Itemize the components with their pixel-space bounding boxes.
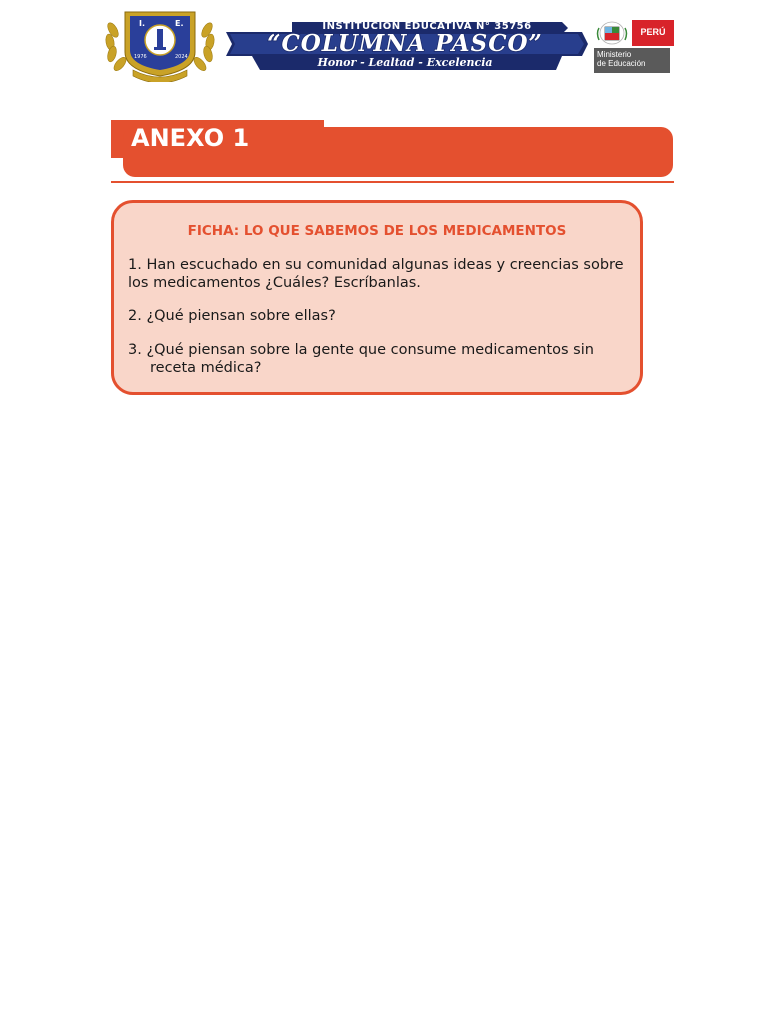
- anexo-title: ANEXO 1: [131, 124, 250, 152]
- question-1: 1. Han escuchado en su comunidad algunas ideas y creencias sobre los medicamentos ¿Cuáles? Escríbanlas.: [128, 257, 624, 291]
- ministry-box: [594, 48, 670, 73]
- question-3: [128, 341, 638, 377]
- question-2: 2. ¿Qué piensan sobre ellas?: [128, 308, 336, 324]
- peru-label: PERÚ: [640, 27, 666, 37]
- coat-of-arms-icon: [594, 20, 630, 46]
- question-3-line-1: 3. ¿Qué piensan sobre la gente que consume medicamentos sin: [128, 342, 594, 358]
- divider: [111, 181, 674, 183]
- svg-text:E.: E.: [175, 19, 184, 28]
- peru-box: [632, 20, 674, 46]
- school-motto: Honor - Lealtad - Excelencia: [317, 56, 493, 69]
- svg-text:2024: 2024: [175, 54, 188, 60]
- school-banner: [222, 20, 588, 72]
- banner-title: INSTITUCIÓN EDUCATIVA N° 35756: [322, 21, 532, 32]
- ministry-logo: [594, 20, 674, 74]
- school-name: “COLUMNA PASCO”: [267, 30, 543, 57]
- svg-text:I.: I.: [139, 19, 146, 28]
- ministry-label: Ministerio de Educación: [597, 50, 646, 68]
- question-3-line-2: receta médica?: [150, 360, 262, 376]
- ficha-card: [111, 200, 643, 395]
- ficha-title: FICHA: LO QUE SABEMOS DE LOS MEDICAMENTOS: [187, 223, 567, 239]
- svg-text:1976: 1976: [134, 54, 147, 60]
- school-logo: [103, 8, 217, 82]
